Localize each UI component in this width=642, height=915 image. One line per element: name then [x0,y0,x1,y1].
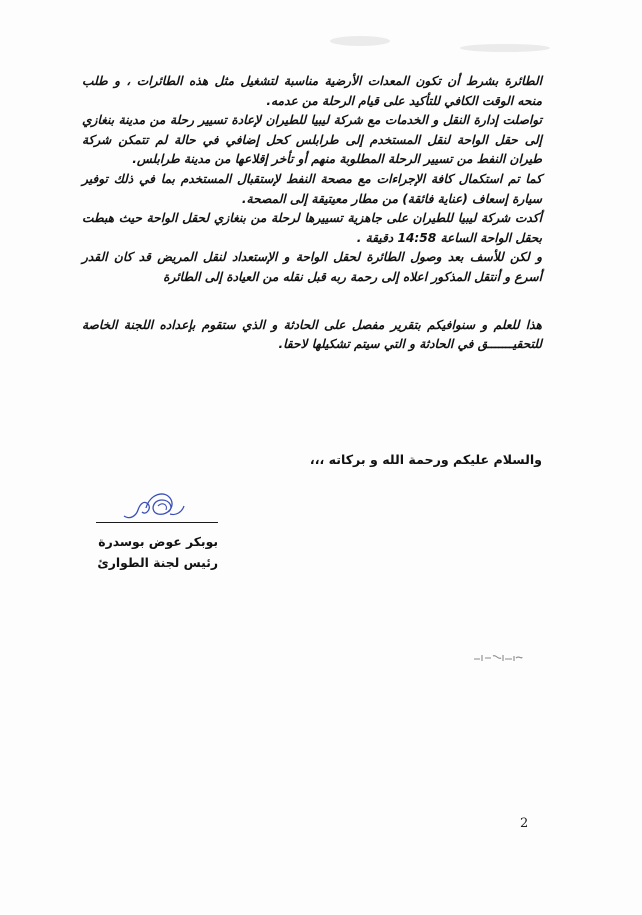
signer-name: بوبكر عوض بوسدرة [98,534,218,549]
paragraph-landing-time: أكدت شركة ليبيا للطيران على جاهزية تسييرها لرحلة من بنغازي لحقل الواحة حيث هبطت بحقل الواحة الساعة 14:58 دقيقة . [82,211,542,245]
letter-body [82,72,542,355]
scan-speck [460,44,550,52]
faded-stamp-mark [472,650,524,664]
paragraph-patient-death: و لكن للأسف بعد وصول الطائرة لحقل الواحة و الإستعداد لنقل المريض قد كان القدر أسرع و أنتقل المذكور اعلاه إلى رحمة ربه قبل نقله من العيادة إلى الطائرة [82,250,542,284]
paragraph-libyan-airlines-flight: تواصلت إدارة النقل و الخدمات مع شركة ليبيا للطيران لإعادة تسيير رحلة من مدينة بنغازي إلى حقل الواحة لنقل المستخدم إلى طرابلس كحل إضافي في حالة لم تتمكن شركة طيران النفط من تسيير الرحلة المطلوبة منهم أو تأخر إقلاعها من مدينة طرابلس. [82,113,542,167]
signer-title: رئيس لجنة الطوارئ [97,555,218,570]
handwritten-signature [118,486,188,526]
salutation: والسلام عليكم ورحمة الله و بركاته ،،، [309,452,542,467]
page-number: 2 [520,816,529,831]
paragraph-aircraft-conditions: الطائرة بشرط أن تكون المعدات الأرضية مناسبة لتشغيل مثل هذه الطائرات ، و طلب منحه الوقت الكافي للتأكيد على قيام الرحلة من عدمه. [82,74,542,108]
paragraph-ambulance-arrangement: كما تم استكمال كافة الإجراءات مع مصحة النفط لإستقبال المستخدم بما في ذلك توفير سيارة إسعاف (عناية فائقة) من مطار معيتيقة إلى المصحة. [82,171,542,206]
scan-speck [330,36,390,46]
signature-line [96,522,218,523]
paragraph-investigation-report: هذا للعلم و سنوافيكم بتقرير مفصل على الحادثة و الذي ستقوم بإعداده اللجنة الخاصة للتحقيـــــــق في الحادثة و التي سيتم تشكيلها لاحقا. [82,317,542,352]
